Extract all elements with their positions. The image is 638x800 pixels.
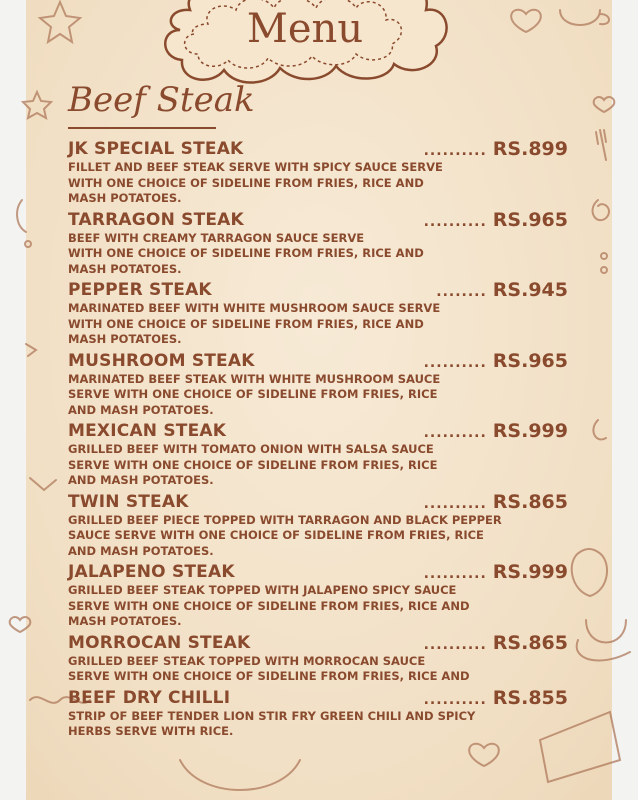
menu-item <box>68 350 578 419</box>
leader-dots: .......... <box>423 636 487 653</box>
item-price: RS.865 <box>492 490 568 513</box>
description-line: WITH ONE CHOICE OF SIDELINE FROM FRIES, RICE AND <box>68 316 424 331</box>
dot-icon <box>601 253 607 259</box>
zigzag-icon <box>26 344 36 356</box>
leader-dots: .......... <box>423 566 487 582</box>
description-line: SERVE WITH ONE CHOICE OF SIDELINE FROM FRIES, RICE <box>68 457 438 472</box>
leader-dots: .......... <box>423 425 487 441</box>
description-line: WITH ONE CHOICE OF SIDELINE FROM FRIES, RICE AND <box>68 175 424 190</box>
item-price: RS.999 <box>492 420 568 442</box>
description-line: SERVE WITH ONE CHOICE OF SIDELINE FROM FRIES, RICE AND <box>68 598 470 613</box>
section-title-beef-steak: Beef Steak <box>68 80 255 120</box>
description-line: GRILLED BEEF STEAK TOPPED WITH MORROCAN SAUCE <box>68 653 426 668</box>
item-name: JALAPENO STEAK <box>68 562 235 582</box>
item-description <box>68 372 498 419</box>
item-name: JK SPECIAL STEAK <box>68 139 244 159</box>
item-name: BEEF DRY CHILLI <box>68 687 231 708</box>
star-icon <box>40 2 80 42</box>
right-margin <box>612 0 638 800</box>
fork-icon <box>596 130 606 160</box>
description-line: STRIP OF BEEF TENDER LION STIR FRY GREEN CHILI AND SPICY <box>68 708 476 723</box>
item-description <box>68 231 498 278</box>
description-line: BEEF WITH CREAMY TARRAGON SAUCE SERVE <box>68 230 365 245</box>
menu-item <box>68 279 578 348</box>
swirl-icon <box>593 420 606 439</box>
item-name: PEPPER STEAK <box>68 280 212 300</box>
item-description <box>68 442 498 489</box>
item-description <box>68 583 498 630</box>
description-line: SERVE WITH ONE CHOICE OF SIDELINE FROM FRIES, RICE <box>68 387 438 401</box>
leader-dots: .......... <box>423 213 487 230</box>
description-line: GRILLED BEEF STEAK TOPPED WITH JALAPENO SPICY SAUCE <box>68 583 457 597</box>
item-price: RS.855 <box>492 686 568 709</box>
item-price-row <box>436 279 568 303</box>
description-line: SAUCE SERVE WITH ONE CHOICE OF SIDELINE FROM FRIES, RICE <box>68 528 484 542</box>
cup-icon <box>560 10 609 25</box>
description-line: MARINATED BEEF WITH WHITE MUSHROOM SAUCE SERVE <box>68 301 441 315</box>
item-name: MUSHROOM STEAK <box>68 350 255 371</box>
leader-dots: ........ <box>436 284 487 300</box>
description-line: AND MASH POTATOES. <box>68 402 214 417</box>
menu-item <box>68 632 578 685</box>
item-price-row <box>424 687 568 711</box>
item-description <box>68 512 502 560</box>
description-line: GRILLED BEEF WITH TOMATO ONION WITH SALSA SAUCE <box>68 442 434 456</box>
item-name: MEXICAN STEAK <box>68 421 227 441</box>
item-price: RS.999 <box>492 561 568 583</box>
item-price: RS.945 <box>492 279 568 301</box>
menu-title: Menu <box>246 6 364 52</box>
description-line: MASH POTATOES. <box>68 261 182 276</box>
menu-item-list <box>68 138 578 740</box>
description-line: FILLET AND BEEF STEAK SERVE WITH SPICY SAUCE SERVE <box>68 160 443 174</box>
item-price-row <box>424 491 568 515</box>
item-name: TWIN STEAK <box>68 491 189 512</box>
description-line: GRILLED BEEF PIECE TOPPED WITH TARRAGON AND BLACK PEPPER <box>68 512 502 527</box>
item-price: RS.965 <box>492 208 568 231</box>
menu-item <box>68 138 578 207</box>
swirl-icon <box>593 200 609 220</box>
description-line: MASH POTATOES. <box>68 614 182 628</box>
item-price: RS.965 <box>492 349 568 372</box>
description-line: HERBS SERVE WITH RICE. <box>68 724 234 738</box>
description-line: MASH POTATOES. <box>68 191 182 205</box>
description-line: MARINATED BEEF STEAK WITH WHITE MUSHROOM SAUCE <box>68 371 441 386</box>
menu-item <box>68 420 578 489</box>
star-icon <box>23 92 51 118</box>
item-price-row <box>424 350 568 374</box>
heart-icon <box>469 744 499 766</box>
description-line: SERVE WITH ONE CHOICE OF SIDELINE FROM FRIES, RICE AND <box>68 669 470 683</box>
description-line: WITH ONE CHOICE OF SIDELINE FROM FRIES, RICE AND <box>68 246 424 260</box>
item-price-row <box>424 138 568 162</box>
description-line: MASH POTATOES. <box>68 332 182 346</box>
item-price-row <box>424 209 568 233</box>
item-price-row <box>424 420 568 444</box>
item-description <box>68 709 498 740</box>
item-description <box>68 301 498 348</box>
item-price-row <box>424 632 568 656</box>
leader-dots: .......... <box>423 354 487 371</box>
leader-dots: .......... <box>423 691 487 708</box>
item-name: TARRAGON STEAK <box>68 209 244 230</box>
description-line: AND MASH POTATOES. <box>68 543 214 558</box>
item-description <box>68 160 498 207</box>
menu-item <box>68 687 578 740</box>
item-price: RS.899 <box>492 138 568 160</box>
menu-item <box>68 561 578 630</box>
menu-item <box>68 491 578 560</box>
section-underline <box>68 127 216 129</box>
dot-icon <box>601 267 607 273</box>
leader-dots: .......... <box>423 143 487 159</box>
item-price: RS.865 <box>492 631 568 654</box>
bowl-icon <box>180 760 300 790</box>
item-price-row <box>424 561 568 585</box>
item-name: MORROCAN STEAK <box>68 632 251 653</box>
description-line: AND MASH POTATOES. <box>68 473 214 487</box>
chevron-icon <box>30 478 56 490</box>
item-description <box>68 654 498 685</box>
menu-item <box>68 209 578 278</box>
left-margin <box>0 0 26 800</box>
leader-dots: .......... <box>423 495 487 512</box>
heart-icon <box>511 10 541 32</box>
